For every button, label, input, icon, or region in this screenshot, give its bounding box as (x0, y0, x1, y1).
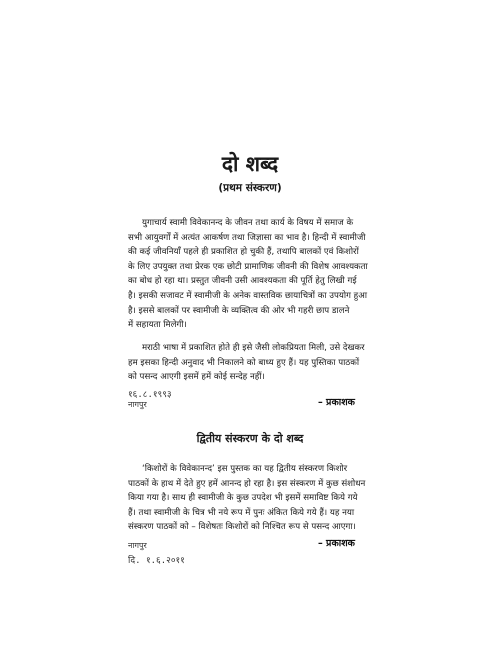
text-line: सभी आयुवर्गों में अत्यंत आकर्षण तथा जिज्ञासा का भाव है। हिन्दी में स्वामीजी (128, 232, 366, 243)
text-line: पाठकों के हाथ में देते हुए हमें आनन्द हो रहा है। इस संस्करण में कुछ संशोधन (128, 478, 366, 489)
publisher-signature: – प्रकाशक (318, 397, 355, 408)
section-title: दो शब्द (221, 152, 279, 176)
place-second-edition: नागपुर (128, 541, 147, 550)
date-second-edition: दि. १.६.२०११ (128, 556, 185, 566)
text-line: हम इसका हिन्दी अनुवाद भी निकालने को बाध्य हुए हैं। यह पुस्तिका पाठकों (128, 357, 360, 368)
place-first-edition: नागपुर (128, 400, 147, 409)
text-line: के लिए उपयुक्त तथा प्रेरक एक छोटी प्रामाणिक जीवनी की विशेष आवश्यकता (128, 261, 368, 272)
date-first-edition: १६.८.१९९३ (128, 390, 172, 400)
text-line: है। इसकी सजावट में स्वामीजी के अनेक वास्तविक छायाचित्रों का उपयोग हुआ (128, 290, 368, 301)
text-line: को पसन्द आएगी इसमें हमें कोई सन्देह नहीं। (128, 372, 265, 383)
preface-paragraph-1 (128, 216, 500, 333)
text-line: संस्करण पाठकों को – विशेषतः किशोरों को निश्चित रूप से पसन्द आएगा। (128, 522, 356, 533)
text-line: का बोध हो रहा था। प्रस्तुत जीवनी उसी आवश्यकता की पूर्ति हेतु लिखी गई (128, 276, 357, 287)
preface-paragraph-2 (128, 341, 500, 385)
publisher-signature-2: – प्रकाशक (318, 538, 355, 549)
text-line: युगाचार्य स्वामी विवेकानन्द के जीवन तथा कार्य के विषय में समाज के (142, 218, 354, 228)
text-line: मराठी भाषा में प्रकाशित होते ही इसे जैसी लोकप्रियता मिली, उसे देखकर (142, 343, 365, 353)
second-edition-title: द्वितीय संस्करण के दो शब्द (196, 432, 304, 445)
edition-subtitle: (प्रथम संस्करण) (218, 182, 282, 194)
text-line: ‘किशोरों के विवेकानन्द’ इस पुस्तक का यह द्वितीय संस्करण किशोर (142, 464, 348, 474)
second-edition-paragraph (128, 462, 500, 535)
text-line: किया गया है। साथ ही स्वामीजी के कुछ उपदेश भी इसमें समाविष्ट किये गये (128, 493, 358, 504)
text-line: है। इससे बालकों पर स्वामीजी के व्यक्तित्व की ओर भी गहरी छाप डालने (128, 305, 350, 316)
text-line: की कई जीवनियाँ पहले ही प्रकाशित हो चुकी हैं, तथापि बालकों एवं किशोरों (128, 247, 359, 258)
text-line: में सहायता मिलेगी। (128, 320, 187, 331)
text-line: हैं। तथा स्वामीजी के चित्र भी नये रूप में पुनः अंकित किये गये हैं। यह नया (128, 507, 355, 518)
